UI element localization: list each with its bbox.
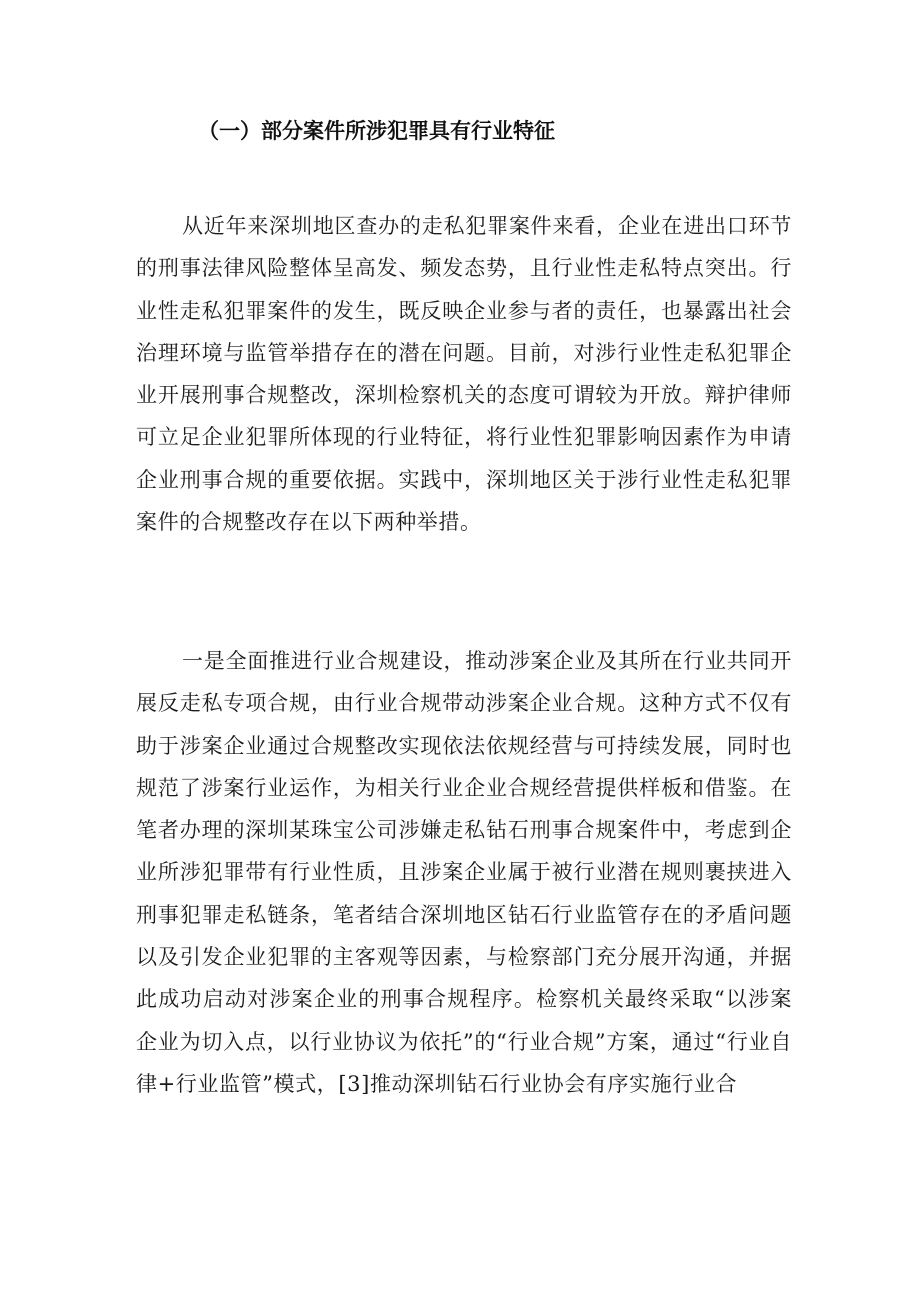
body-paragraph-2: 一是全面推进行业合规建设，推动涉案企业及其所在行业共同开展反走私专项合规，由行业合规带动涉案企业合规。这种方式不仅有助于涉案企业通过合规整改实现依法依规经营与可持续发展，同时也规范了涉案行业运作，为相关行业企业合规经营提供样板和借鉴。在笔者办理的深圳某珠宝公司涉嫌走私钻石刑事合规案件中，考虑到企业所涉犯罪带有行业性质，且涉案企业属于被行业潜在规则裹挟进入刑事犯罪走私链条，笔者结合深圳地区钻石行业监管存在的矛盾问题以及引发企业犯罪的主客观等因素，与检察部门充分展开沟通，并据此成功启动对涉案企业的刑事合规程序。检察机关最终采取“以涉案企业为切入点，以行业协议为依托”的“行业合规”方案，通过“行业自律+行业监管”模式，[3]推动深圳钻石行业协会有序实施行业合 xyxy=(136,649,792,1096)
body-paragraph-1: 从近年来深圳地区查办的走私犯罪案件来看，企业在进出口环节的刑事法律风险整体呈高发、频发态势，且行业性走私特点突出。行业性走私犯罪案件的发生，既反映企业参与者的责任，也暴露出社会治理环境与监管举措存在的潜在问题。目前，对涉行业性走私犯罪企业开展刑事合规整改，深圳检察机关的态度可谓较为开放。辩护律师可立足企业犯罪所体现的行业特征，将行业性犯罪影响因素作为申请企业刑事合规的重要依据。实践中，深圳地区关于涉行业性走私犯罪案件的合规整改存在以下两种举措。 xyxy=(136,214,792,535)
section-heading: （一）部分案件所涉犯罪具有行业特征 xyxy=(198,119,555,143)
